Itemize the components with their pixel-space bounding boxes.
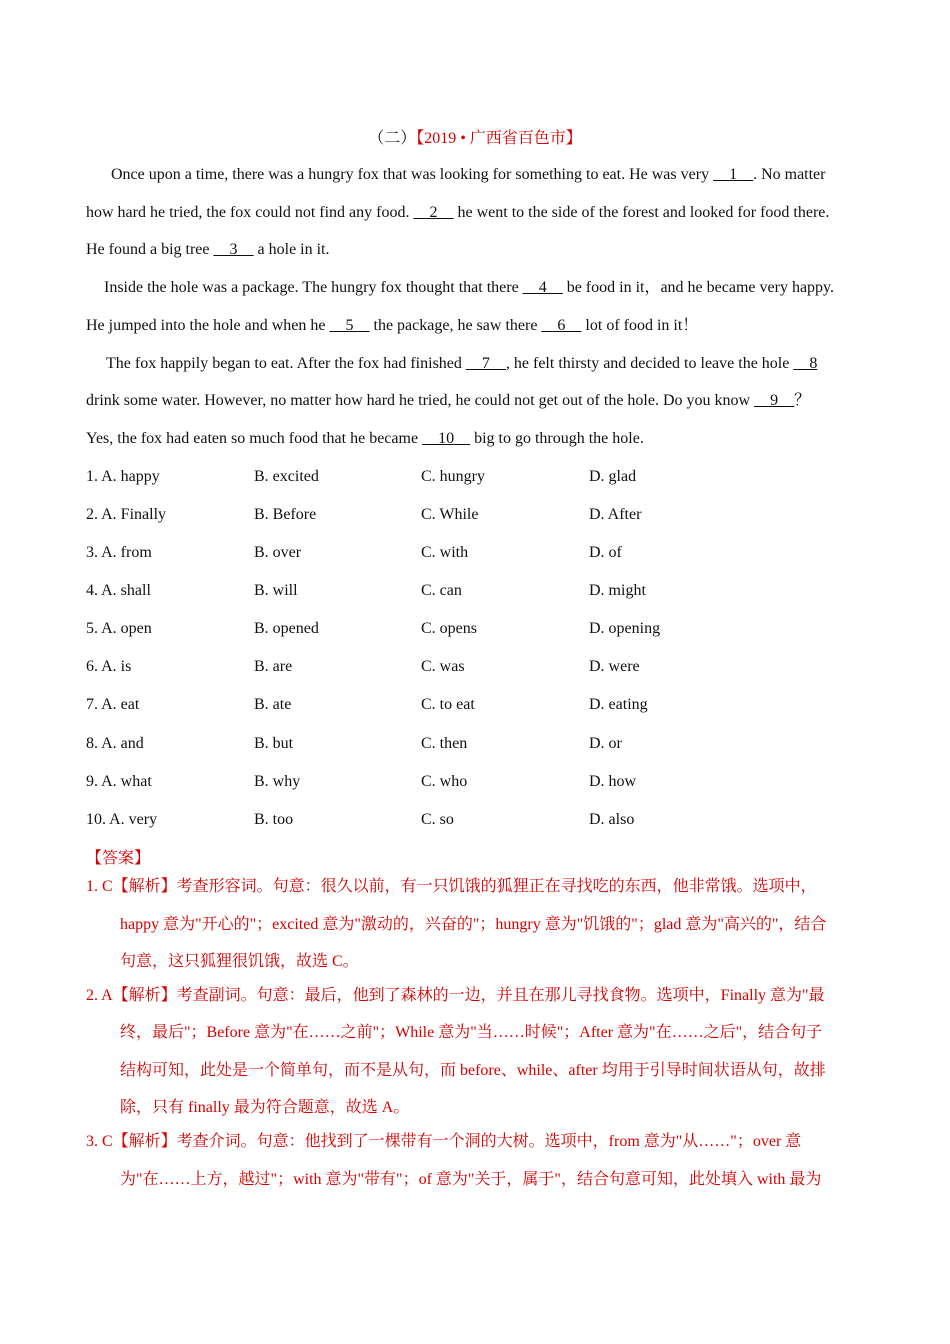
option-d: D. were: [589, 658, 640, 675]
option-a: 1. A. happy: [86, 468, 160, 485]
passage-text: big to go through the hole.: [470, 430, 644, 447]
passage-text: . No matter: [753, 166, 826, 183]
option-a: 8. A. and: [86, 735, 144, 752]
title-prefix: （二）: [368, 130, 417, 147]
answer-1-line-1: 1. C【解析】考查形容词。句意：很久以前，有一只饥饿的狐狸正在寻找吃的东西，他非常饿。选项中，: [86, 878, 817, 895]
option-d: D. opening: [589, 620, 661, 637]
passage-line-8: [86, 429, 876, 449]
option-c: C. who: [421, 773, 468, 790]
option-c: C. hungry: [421, 468, 485, 485]
option-c: C. to eat: [421, 696, 475, 713]
passage-text: He jumped into the hole and when he: [86, 317, 330, 334]
passage-text: he went to the side of the forest and looked for food there.: [453, 204, 830, 221]
passage-text: The fox happily began to eat. After the fox had finished: [106, 355, 466, 372]
blank-1: __1__: [713, 166, 754, 183]
blank-10: __10__: [422, 430, 471, 447]
option-d: D. also: [589, 811, 635, 828]
option-c: C. can: [421, 582, 462, 599]
option-b: B. why: [254, 773, 301, 790]
passage-line-1: [86, 165, 876, 185]
passage-text: Yes, the fox had eaten so much food that he became: [86, 430, 423, 447]
blank-8: __8: [793, 355, 818, 372]
option-a: 4. A. shall: [86, 582, 151, 599]
answer-2-line-2: 终，最后"；Before 意为"在……之前"；While 意为"当……时候"；After 意为"在……之后"，结合句子: [120, 1024, 823, 1041]
option-c: C. opens: [421, 620, 477, 637]
passage-line-5: [86, 316, 876, 336]
option-a: 7. A. eat: [86, 696, 140, 713]
option-c: C. was: [421, 658, 465, 675]
option-b: B. are: [254, 658, 293, 675]
option-c: C. then: [421, 735, 468, 752]
option-b: B. but: [254, 735, 294, 752]
blank-7: __7__: [465, 355, 506, 372]
passage-text: Inside the hole was a package. The hungry fox thought that there: [104, 279, 523, 296]
blank-2: __2__: [413, 204, 454, 221]
passage-line-4: [86, 278, 876, 298]
section-title: [0, 125, 950, 148]
option-c: C. While: [421, 506, 479, 523]
blank-3: __3__: [213, 241, 254, 258]
option-a: 3. A. from: [86, 544, 152, 561]
title-source: 【2019 • 广西省百色市】: [416, 130, 582, 147]
passage-text: He found a big tree: [86, 241, 214, 258]
answer-2-line-1: 2. A【解析】考查副词。句意：最后，他到了森林的一边，并且在那儿寻找食物。选项中，Finally 意为"最: [86, 987, 825, 1004]
option-b: B. excited: [254, 468, 319, 485]
blank-9: __9__: [754, 392, 795, 409]
option-d: D. eating: [589, 696, 648, 713]
passage-text: be food in it，and he became very happy.: [562, 279, 835, 296]
option-a: 2. A. Finally: [86, 506, 167, 523]
passage-text: Once upon a time, there was a hungry fox that was looking for something to eat. He was very: [111, 166, 714, 183]
passage-line-3: [86, 240, 876, 260]
passage-text: lot of food in it！: [581, 317, 699, 334]
option-d: D. or: [589, 735, 622, 752]
passage-text: how hard he tried, the fox could not find any food.: [86, 204, 414, 221]
option-d: D. how: [589, 773, 637, 790]
answer-1-line-2: happy 意为"开心的"；excited 意为"激动的，兴奋的"；hungry 意为"饥饿的"；glad 意为"高兴的"，结合: [120, 916, 827, 933]
answer-3-line-2: 为"在……上方，越过"；with 意为"带有"；of 意为"关于，属于"，结合句意可知，此处填入 with 最为: [120, 1171, 822, 1188]
passage-line-6: [86, 354, 876, 374]
passage-text: the package, he saw there: [369, 317, 542, 334]
blank-5: __5__: [329, 317, 370, 334]
option-d: D. might: [589, 582, 646, 599]
option-b: B. will: [254, 582, 298, 599]
passage-text: , he felt thirsty and decided to leave the hole: [505, 355, 794, 372]
blank-6: __6__: [541, 317, 582, 334]
option-b: B. ate: [254, 696, 292, 713]
answer-2-line-4: 除，只有 finally 最为符合题意，故选 A。: [120, 1099, 410, 1116]
option-b: B. Before: [254, 506, 317, 523]
passage-line-7: [86, 391, 876, 411]
option-b: B. opened: [254, 620, 319, 637]
option-a: 5. A. open: [86, 620, 152, 637]
answer-3-line-1: 3. C【解析】考查介词。句意：他找到了一棵带有一个洞的大树。选项中，from 意为"从……"；over 意: [86, 1133, 802, 1150]
passage-text: a hole in it.: [253, 241, 330, 258]
option-a: 6. A. is: [86, 658, 132, 675]
passage-line-2: [86, 203, 876, 223]
blank-4: __4__: [522, 279, 563, 296]
option-d: D. of: [589, 544, 622, 561]
option-d: D. After: [589, 506, 642, 523]
answer-2-line-3: 结构可知，此处是一个简单句，而不是从句，而 before、while、after 均用于引导时间状语从句，故排: [120, 1062, 826, 1079]
passage-text: drink some water. However, no matter how hard he tried, he could not get out of the hole. Do you know: [86, 392, 755, 409]
option-c: C. with: [421, 544, 469, 561]
passage-text: ？: [794, 392, 811, 409]
option-b: B. over: [254, 544, 302, 561]
option-b: B. too: [254, 811, 294, 828]
answer-heading: 【答案】: [86, 850, 151, 867]
option-a: 9. A. what: [86, 773, 152, 790]
answer-1-line-3: 句意，这只狐狸很饥饿，故选 C。: [120, 953, 359, 970]
option-d: D. glad: [589, 468, 637, 485]
option-c: C. so: [421, 811, 454, 828]
option-a: 10. A. very: [86, 811, 158, 828]
